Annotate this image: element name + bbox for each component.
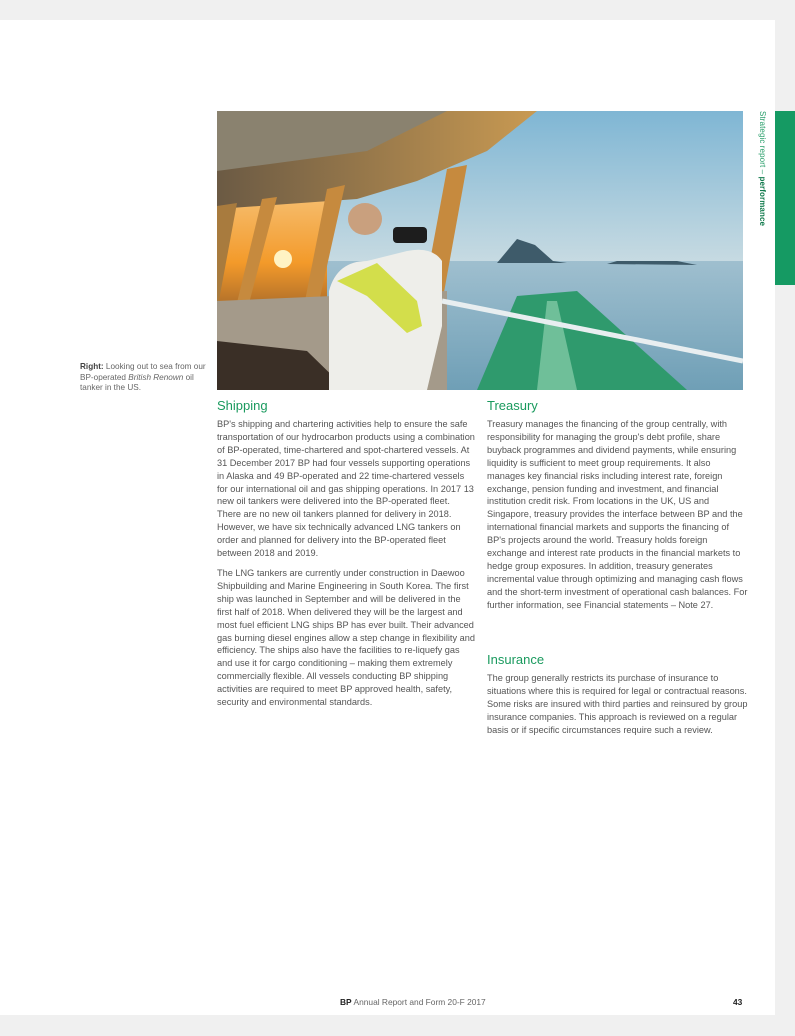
shipping-heading: Shipping bbox=[217, 398, 268, 413]
insurance-heading: Insurance bbox=[487, 652, 545, 667]
section-tab[interactable] bbox=[775, 111, 795, 285]
treasury-section bbox=[487, 398, 749, 619]
binoculars-shape bbox=[393, 227, 427, 243]
section-name: Strategic report – bbox=[758, 111, 767, 177]
shipping-section bbox=[217, 398, 475, 716]
footer-brand: BP bbox=[340, 997, 352, 1007]
tanker-bridge-photo bbox=[217, 111, 743, 390]
caption-text: Looking out to sea from our BP-operated bbox=[80, 362, 206, 382]
treasury-heading: Treasury bbox=[487, 398, 538, 413]
caption-vessel-name: British Renown bbox=[128, 372, 184, 382]
photo-illustration bbox=[217, 111, 743, 390]
caption-text-end: oil tanker in the US. bbox=[80, 372, 194, 392]
footer-title bbox=[340, 997, 486, 1007]
footer-report-title: Annual Report and Form 20-F 2017 bbox=[351, 997, 486, 1007]
photo-caption bbox=[80, 362, 210, 394]
insurance-paragraph: The group generally restricts its purchase of insurance to situations where this is required for legal or contractual reasons. Some risks are insured with third parties and reinsured by group insurance companies. This approach is reviewed on a regular basis or if specific circumstances require such a review. bbox=[487, 673, 748, 735]
caption-lead: Right: bbox=[80, 362, 104, 371]
shipping-paragraph: BP's shipping and chartering activities help to ensure the safe transportation of our hydrocarbon products using a combination of BP-operated, time-chartered and spot-chartered vessels. At 31 December 2017 BP had four vessels supporting operations in Alaska and 49 BP-operated and 22 time-chartered vessels for our international oil and gas shipping operations. In 2017 13 new oil tankers were delivered into the BP-operated fleet. There are no new oil tankers planned for delivery in 2018. However, we have six technically advanced LNG tankers on order and planned for delivery into the BP-operated fleet between 2018 and 2019. bbox=[217, 419, 475, 559]
shipping-paragraph: The LNG tankers are currently under construction in Daewoo Shipbuilding and Marine Engineering in South Korea. The first ship was launched in September and will be delivered in the first half of 2018. When delivered they will be the largest and most fuel efficient LNG ships BP has ever built. Their advanced gas burning diesel engines allow a step change in flexibility and efficiency. The ships also have the facilities to re-liquefy gas and use it for cargo conditioning – making them extremely commercially flexible. All vessels conducting BP shipping activities are required to meet BP approved health, safety, security and environmental standards. bbox=[217, 567, 475, 708]
sun-shape bbox=[274, 250, 292, 268]
subsection-name: performance bbox=[758, 176, 767, 227]
section-label bbox=[758, 111, 767, 226]
treasury-paragraph: Treasury manages the financing of the group centrally, with responsibility for managing the group's debt profile, share buyback programmes and dividend payments, while ensuring liquidity is sufficient to meet group requirements. It also manages key financial risks including interest rate, foreign exchange, pension funding and investment, and financial institution credit risk. From locations in the UK, US and Singapore, treasury provides the interface between BP and the international financial markets and supports the financing of BP's projects around the world. Treasury holds foreign exchange and interest rate products in the financial markets to hedge group exposures. In addition, treasury generates incremental value through optimizing and managing cash flows and the short-term investment of operational cash balances. For further information, see Financial statements – Note 27. bbox=[487, 419, 748, 610]
insurance-section bbox=[487, 652, 749, 744]
page-number: 43 bbox=[733, 997, 743, 1007]
